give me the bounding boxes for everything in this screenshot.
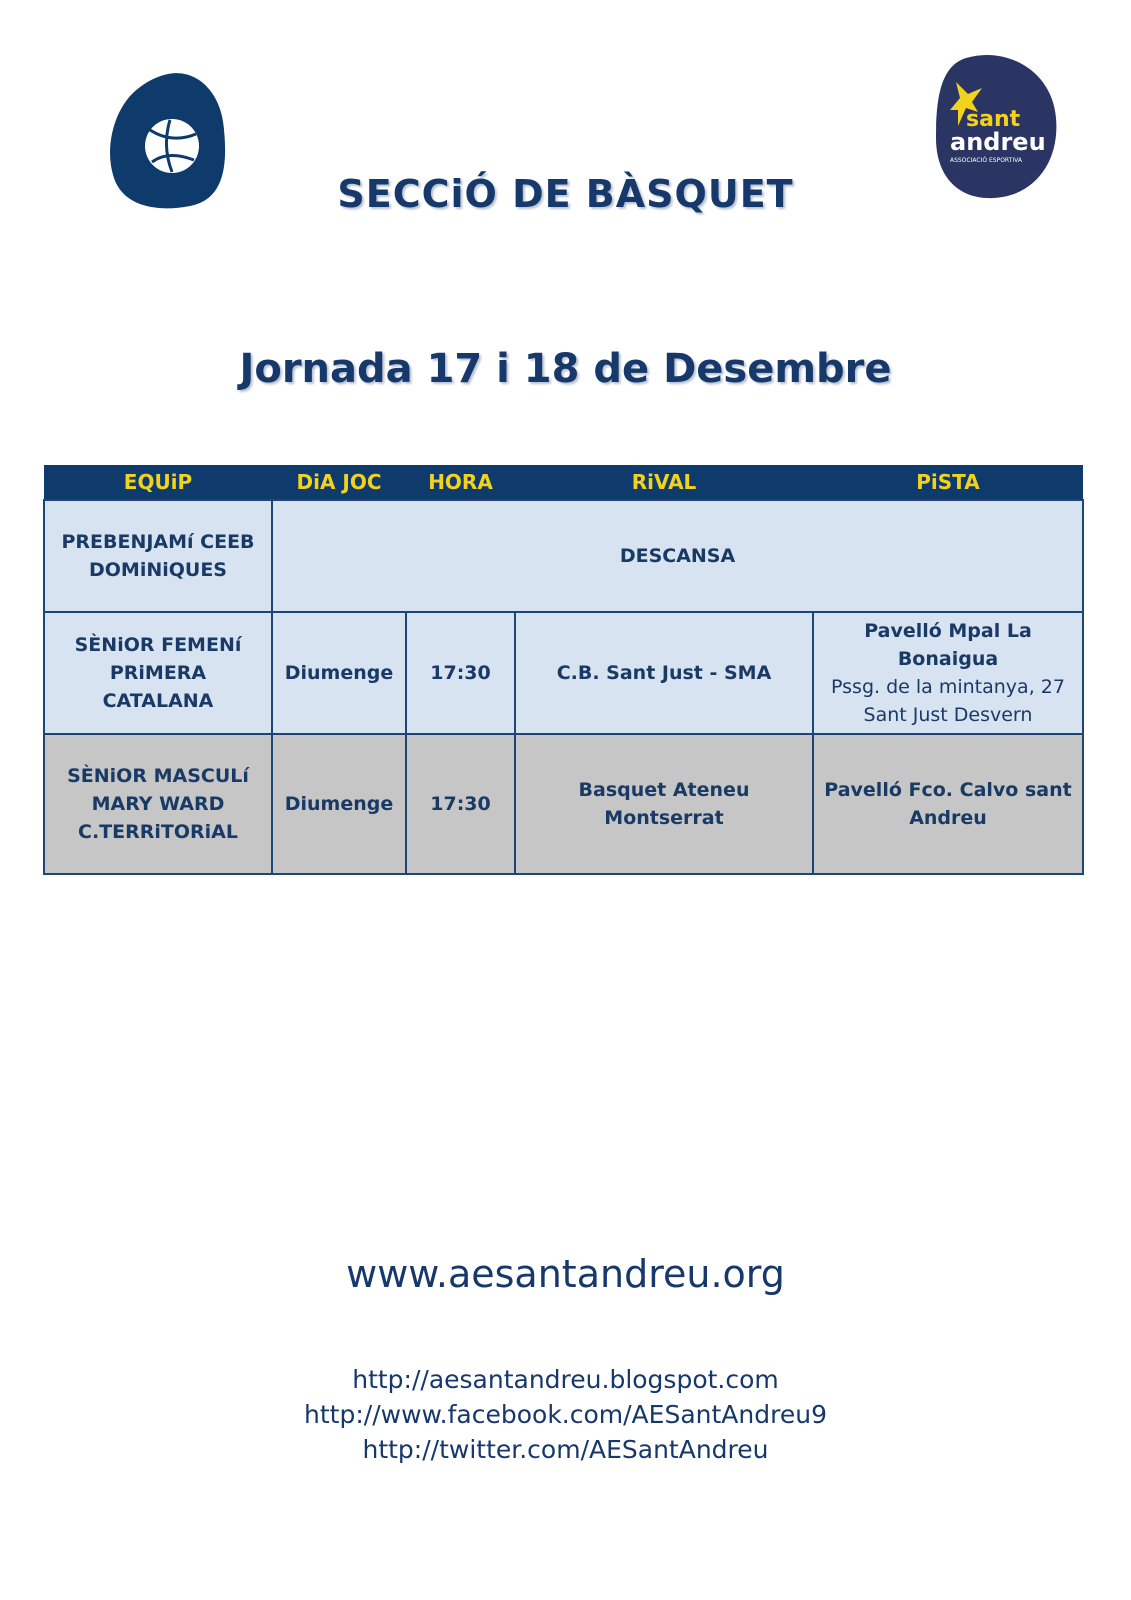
rest-cell: DESCANSA — [272, 500, 1083, 612]
blog-link[interactable]: http://aesantandreu.blogspot.com — [352, 1365, 779, 1394]
table-row — [44, 500, 1083, 612]
rival-cell: C.B. Sant Just - SMA — [515, 612, 813, 734]
time-cell: 17:30 — [406, 612, 515, 734]
svg-text:ASSOCIACIÓ ESPORTIVA: ASSOCIACIÓ ESPORTIVA — [950, 157, 1022, 164]
facebook-link[interactable]: http://www.facebook.com/AESantAndreu9 — [304, 1400, 827, 1429]
section-title: SECCiÓ DE BÀSQUET — [337, 172, 794, 216]
pista-name: Pavelló Fco. Calvo sant Andreu — [824, 779, 1072, 829]
column-header-equip: EQUiP — [44, 465, 272, 500]
column-header-hora: HORA — [406, 465, 515, 500]
pista-address: Pssg. de la mintanya, 27 — [831, 676, 1065, 698]
column-header-dia-joc: DiA JOC — [272, 465, 406, 500]
twitter-link[interactable]: http://twitter.com/AESantAndreu — [362, 1435, 769, 1464]
team-cell: SÈNiOR MASCULí MARY WARD C.TERRiTORiAL — [44, 734, 272, 874]
day-cell: Diumenge — [272, 612, 406, 734]
pista-cell — [813, 612, 1083, 734]
pista-name: Pavelló Mpal La Bonaigua — [864, 620, 1032, 670]
pista-city: Sant Just Desvern — [863, 704, 1033, 726]
website-link[interactable]: www.aesantandreu.org — [346, 1252, 785, 1296]
svg-text:sant: sant — [966, 107, 1021, 132]
rival-cell: Basquet Ateneu Montserrat — [515, 734, 813, 874]
social-links — [0, 1362, 1131, 1467]
pista-cell — [813, 734, 1083, 874]
column-header-pista: PiSTA — [813, 465, 1083, 500]
table-row — [44, 612, 1083, 734]
table-row — [44, 734, 1083, 874]
schedule-table — [43, 465, 1084, 875]
column-header-rival: RiVAL — [515, 465, 813, 500]
table-header-row — [44, 465, 1083, 500]
svg-text:andreu: andreu — [950, 128, 1046, 156]
day-cell: Diumenge — [272, 734, 406, 874]
team-cell: PREBENJAMí CEEB DOMiNiQUES — [44, 500, 272, 612]
team-cell: SÈNiOR FEMENí PRiMERA CATALANA — [44, 612, 272, 734]
page-title: Jornada 17 i 18 de Desembre — [239, 346, 892, 392]
time-cell: 17:30 — [406, 734, 515, 874]
